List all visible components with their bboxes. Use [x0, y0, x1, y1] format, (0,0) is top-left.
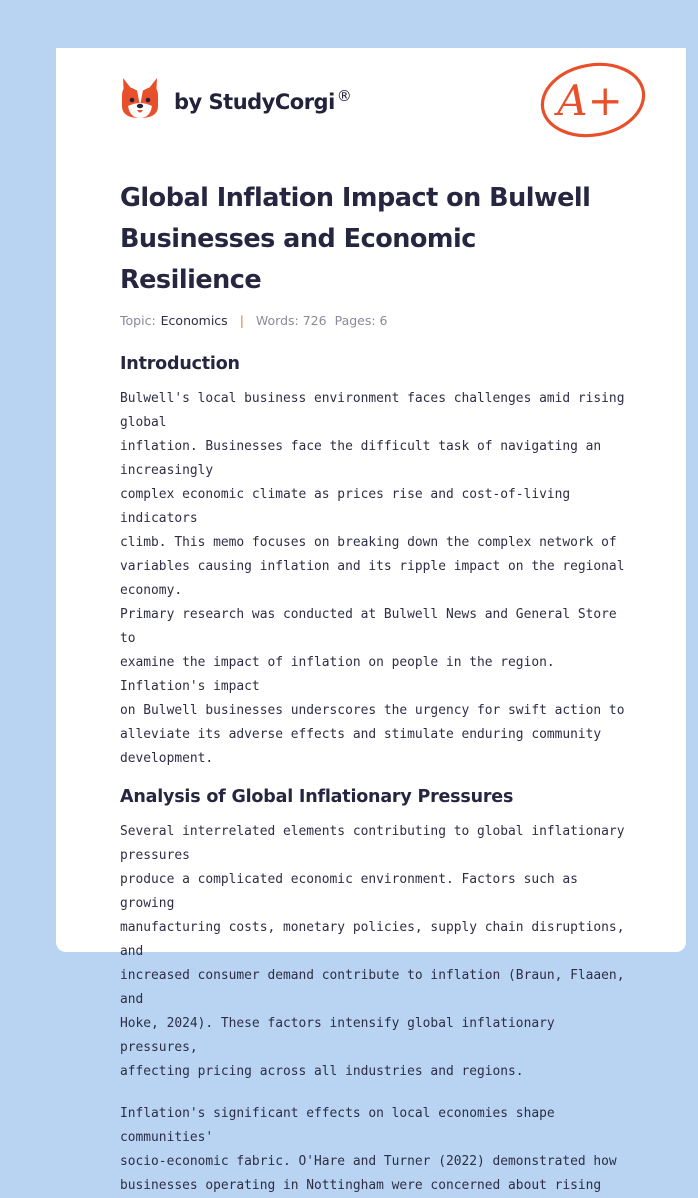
document-meta: [120, 313, 632, 328]
analysis-heading: Analysis of Global Inflationary Pressures: [120, 787, 514, 807]
text-line: alleviate its adverse effects and stimulate enduring community: [120, 727, 602, 742]
text-line: complex economic climate as prices rise and cost-of-living indicators: [120, 487, 571, 526]
text-line: affecting pricing across all industries and regions.: [120, 1064, 524, 1079]
title-line: Global Inflation Impact on Bulwell: [120, 183, 591, 213]
topic-label: Topic:: [120, 313, 156, 328]
a-plus-stamp-icon: [538, 60, 648, 140]
text-line: Inflation's significant effects on local economies shape communities': [120, 1106, 555, 1145]
text-line: variables causing inflation and its ripple impact on the regional economy.: [120, 559, 625, 598]
title-line: Businesses and Economic: [120, 224, 476, 254]
introduction-heading: Introduction: [120, 354, 240, 374]
document-title: [120, 178, 632, 301]
text-line: on Bulwell businesses underscores the urgency for swift action to: [120, 703, 625, 718]
document-content: [120, 178, 632, 1198]
text-line: produce a complicated economic environment. Factors such as growing: [120, 872, 578, 911]
page-count: Pages: 6: [334, 313, 388, 328]
text-line: development.: [120, 751, 214, 766]
text-line: businesses operating in Nottingham were concerned about rising: [120, 1178, 602, 1193]
text-line: inflation. Businesses face the difficult task of navigating an increasingly: [120, 439, 602, 478]
text-line: Bulwell's local business environment faces challenges amid rising global: [120, 391, 625, 430]
title-line: Resilience: [120, 265, 262, 295]
text-line: Primary research was conducted at Bulwell News and General Store to: [120, 607, 617, 646]
page-header: [56, 48, 686, 148]
meta-separator: |: [239, 313, 244, 328]
analysis-paragraph-1: [120, 820, 632, 1084]
registered-mark: ®: [336, 86, 352, 105]
brand-name-text: by StudyCorgi: [174, 89, 335, 114]
text-line: examine the impact of inflation on people in the region. Inflation's impact: [120, 655, 555, 694]
topic-link[interactable]: Economics: [160, 313, 228, 328]
studycorgi-logo[interactable]: [120, 76, 351, 120]
text-line: Several interrelated elements contributing to global inflationary pressures: [120, 824, 625, 863]
grade-badge: [538, 60, 648, 140]
text-line: climb. This memo focuses on breaking down the complex network of: [120, 535, 617, 550]
analysis-paragraph-2: [120, 1102, 632, 1198]
text-line: socio-economic fabric. O'Hare and Turner (2022) demonstrated how: [120, 1154, 617, 1169]
brand-name: [174, 87, 351, 114]
document-page: [56, 48, 686, 1193]
text-line: Hoke, 2024). These factors intensify global inflationary pressures,: [120, 1016, 555, 1055]
word-count: Words: 726: [255, 313, 327, 328]
text-line: manufacturing costs, monetary policies, supply chain disruptions, and: [120, 920, 625, 959]
grade-text: A+: [557, 76, 623, 125]
text-line: increased consumer demand contribute to inflation (Braun, Flaaen, and: [120, 968, 625, 1007]
corgi-logo-icon: [120, 76, 160, 120]
introduction-paragraph: [120, 387, 632, 771]
